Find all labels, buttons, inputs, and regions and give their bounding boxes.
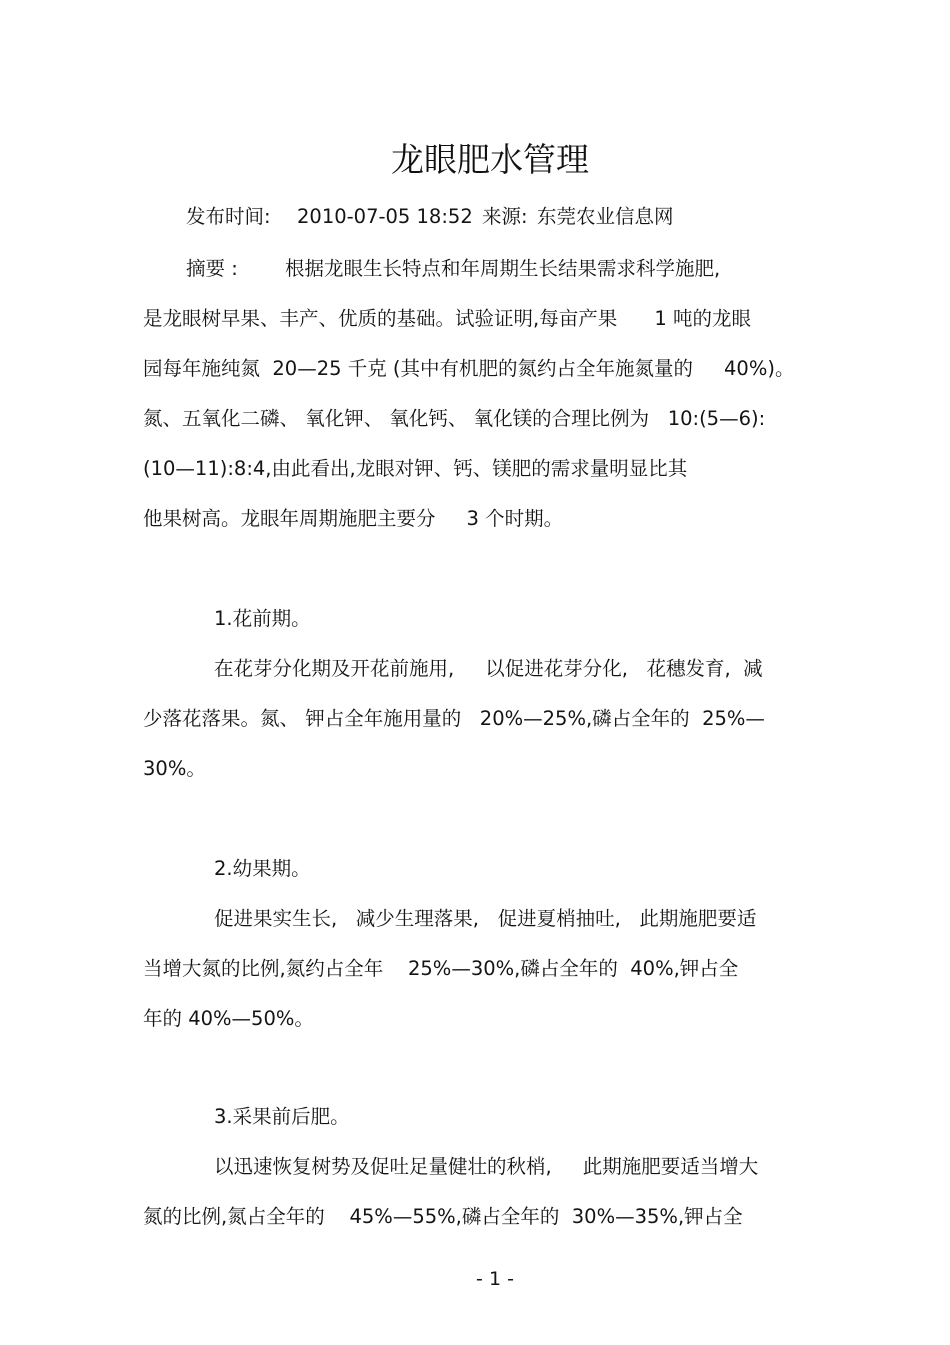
- publish-datetime: 2010-07-05 18:52: [297, 205, 473, 228]
- publish-label: 发布时间:: [186, 205, 271, 228]
- abstract-label: 摘要 :: [186, 257, 238, 280]
- source-name: 东莞农业信息网: [537, 205, 674, 228]
- abstract-line: (10—11):8:4,由此看出,龙眼对钾、钙、镁肥的需求量明显比其: [143, 457, 688, 480]
- section-line: 以迅速恢复树势及促吐足量健壮的秋梢, 此期施肥要适当增大: [214, 1155, 759, 1178]
- abstract-line: 根据龙眼生长特点和年周期生长结果需求科学施肥,: [285, 257, 721, 280]
- section-heading: 2.幼果期。: [214, 857, 311, 880]
- section-line: 当增大氮的比例,氮约占全年 25%—30%,磷占全年的 40%,钾占全: [143, 957, 739, 980]
- section-line: 在花芽分化期及开花前施用, 以促进花芽分化, 花穗发育, 减: [214, 657, 763, 680]
- section-line: 少落花落果。氮、 钾占全年施用量的 20%—25%,磷占全年的 25%—: [143, 707, 765, 730]
- page-number: - 1 -: [476, 1268, 514, 1290]
- section-heading: 3.采果前后肥。: [214, 1105, 350, 1128]
- abstract-line: 园每年施纯氮 20—25 千克 (其中有机肥的氮约占全年施氮量的 40%)。: [143, 357, 795, 380]
- section-heading: 1.花前期。: [214, 607, 311, 630]
- section-line: 年的 40%—50%。: [143, 1007, 314, 1030]
- section-line: 促进果实生长, 减少生理落果, 促进夏梢抽吐, 此期施肥要适: [214, 907, 757, 930]
- abstract-line: 是龙眼树早果、丰产、优质的基础。试验证明,每亩产果 1 吨的龙眼: [143, 307, 751, 330]
- section-line: 氮的比例,氮占全年的 45%—55%,磷占全年的 30%—35%,钾占全: [143, 1205, 743, 1228]
- document-title: 龙眼肥水管理: [391, 140, 589, 179]
- source-label: 来源:: [482, 205, 528, 228]
- section-line: 30%。: [143, 757, 206, 780]
- abstract-line: 他果树高。龙眼年周期施肥主要分 3 个时期。: [143, 507, 564, 530]
- abstract-line: 氮、五氧化二磷、 氧化钾、 氧化钙、 氧化镁的合理比例为 10:(5—6):: [143, 407, 766, 430]
